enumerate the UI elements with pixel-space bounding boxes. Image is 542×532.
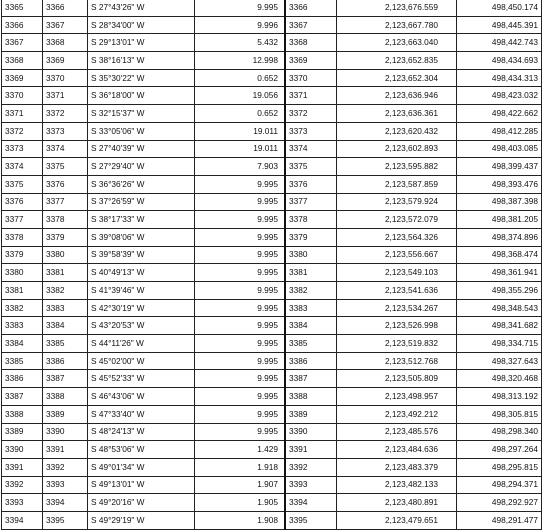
northing-cell: 2,123,572.079 [337,211,457,229]
distance-cell: 9.995 [195,282,286,300]
bearing-cell: S 39°08'06" W [88,228,195,246]
point-cell: 3387 [285,370,337,388]
table-row [2,193,542,211]
point-cell: 3392 [285,458,337,476]
northing-cell: 2,123,636.361 [337,105,457,123]
easting-cell: 498,334.715 [457,335,542,353]
distance-cell: 1.907 [195,476,286,494]
northing-cell: 2,123,526.998 [337,317,457,335]
point-cell: 3390 [285,423,337,441]
table-row [2,264,542,282]
easting-cell: 498,450.174 [457,0,542,16]
easting-cell: 498,368.474 [457,246,542,264]
from-station-cell: 3393 [2,494,43,512]
bearing-cell: S 40°49'13" W [88,264,195,282]
bearing-cell: S 35°30'22" W [88,69,195,87]
bearing-cell: S 42°30'19" W [88,299,195,317]
point-cell: 3377 [285,193,337,211]
point-cell: 3381 [285,264,337,282]
distance-cell: 19.056 [195,87,286,105]
from-station-cell: 3380 [2,264,43,282]
to-station-cell: 3391 [43,441,88,459]
easting-cell: 498,292.927 [457,494,542,512]
point-cell: 3382 [285,282,337,300]
point-cell: 3393 [285,476,337,494]
point-cell: 3384 [285,317,337,335]
table-row [2,370,542,388]
northing-cell: 2,123,579.924 [337,193,457,211]
northing-cell: 2,123,636.946 [337,87,457,105]
table-row [2,52,542,70]
to-station-cell: 3392 [43,458,88,476]
easting-cell: 498,374.896 [457,228,542,246]
distance-cell: 9.995 [195,388,286,406]
from-station-cell: 3391 [2,458,43,476]
from-station-cell: 3375 [2,175,43,193]
from-station-cell: 3389 [2,423,43,441]
from-station-cell: 3373 [2,140,43,158]
to-station-cell: 3373 [43,122,88,140]
to-station-cell: 3369 [43,52,88,70]
northing-cell: 2,123,512.768 [337,352,457,370]
table-row [2,158,542,176]
easting-cell: 498,445.391 [457,16,542,34]
from-station-cell: 3372 [2,122,43,140]
distance-cell: 5.432 [195,34,286,52]
to-station-cell: 3386 [43,352,88,370]
easting-cell: 498,341.682 [457,317,542,335]
distance-cell: 1.908 [195,511,286,529]
distance-cell: 9.995 [195,0,286,16]
table-row [2,352,542,370]
point-cell: 3370 [285,69,337,87]
easting-cell: 498,434.693 [457,52,542,70]
distance-cell: 9.995 [195,352,286,370]
table-row [2,282,542,300]
distance-cell: 9.995 [195,370,286,388]
northing-cell: 2,123,676.559 [337,0,457,16]
survey-coordinates-table [1,0,542,530]
bearing-cell: S 37°26'59" W [88,193,195,211]
point-cell: 3366 [285,0,337,16]
to-station-cell: 3378 [43,211,88,229]
point-cell: 3389 [285,405,337,423]
table-row [2,335,542,353]
table-row [2,246,542,264]
northing-cell: 2,123,620.432 [337,122,457,140]
from-station-cell: 3386 [2,370,43,388]
to-station-cell: 3368 [43,34,88,52]
point-cell: 3386 [285,352,337,370]
easting-cell: 498,423.032 [457,87,542,105]
northing-cell: 2,123,483.379 [337,458,457,476]
to-station-cell: 3383 [43,299,88,317]
point-cell: 3369 [285,52,337,70]
distance-cell: 9.995 [195,211,286,229]
easting-cell: 498,403.085 [457,140,542,158]
point-cell: 3375 [285,158,337,176]
bearing-cell: S 49°01'34" W [88,458,195,476]
bearing-cell: S 29°13'01" W [88,34,195,52]
northing-cell: 2,123,480.891 [337,494,457,512]
from-station-cell: 3370 [2,87,43,105]
to-station-cell: 3376 [43,175,88,193]
bearing-cell: S 43°20'53" W [88,317,195,335]
table-row [2,441,542,459]
easting-cell: 498,361.941 [457,264,542,282]
from-station-cell: 3379 [2,246,43,264]
to-station-cell: 3374 [43,140,88,158]
northing-cell: 2,123,498.957 [337,388,457,406]
to-station-cell: 3387 [43,370,88,388]
point-cell: 3376 [285,175,337,193]
easting-cell: 498,399.437 [457,158,542,176]
to-station-cell: 3388 [43,388,88,406]
to-station-cell: 3382 [43,282,88,300]
from-station-cell: 3369 [2,69,43,87]
northing-cell: 2,123,505.809 [337,370,457,388]
point-cell: 3391 [285,441,337,459]
table-row [2,388,542,406]
distance-cell: 9.995 [195,246,286,264]
easting-cell: 498,355.296 [457,282,542,300]
from-station-cell: 3384 [2,335,43,353]
bearing-cell: S 48°53'06" W [88,441,195,459]
from-station-cell: 3378 [2,228,43,246]
point-cell: 3372 [285,105,337,123]
distance-cell: 9.995 [195,193,286,211]
easting-cell: 498,442.743 [457,34,542,52]
table-row [2,16,542,34]
table-row [2,175,542,193]
to-station-cell: 3370 [43,69,88,87]
table-row [2,317,542,335]
point-cell: 3378 [285,211,337,229]
northing-cell: 2,123,652.835 [337,52,457,70]
distance-cell: 1.918 [195,458,286,476]
distance-cell: 19.011 [195,140,286,158]
point-cell: 3385 [285,335,337,353]
northing-cell: 2,123,549.103 [337,264,457,282]
point-cell: 3395 [285,511,337,529]
table-row [2,423,542,441]
to-station-cell: 3395 [43,511,88,529]
bearing-cell: S 33°05'06" W [88,122,195,140]
point-cell: 3383 [285,299,337,317]
from-station-cell: 3382 [2,299,43,317]
to-station-cell: 3390 [43,423,88,441]
bearing-cell: S 36°18'00" W [88,87,195,105]
from-station-cell: 3365 [2,0,43,16]
table-row [2,0,542,16]
to-station-cell: 3385 [43,335,88,353]
northing-cell: 2,123,519.832 [337,335,457,353]
northing-cell: 2,123,482.133 [337,476,457,494]
distance-cell: 9.995 [195,264,286,282]
bearing-cell: S 27°40'39" W [88,140,195,158]
distance-cell: 9.995 [195,317,286,335]
bearing-cell: S 46°43'06" W [88,388,195,406]
distance-cell: 9.995 [195,423,286,441]
easting-cell: 498,291.477 [457,511,542,529]
to-station-cell: 3375 [43,158,88,176]
easting-cell: 498,422.662 [457,105,542,123]
bearing-cell: S 32°15'37" W [88,105,195,123]
bearing-cell: S 27°43'26" W [88,0,195,16]
northing-cell: 2,123,652.304 [337,69,457,87]
point-cell: 3368 [285,34,337,52]
northing-cell: 2,123,479.651 [337,511,457,529]
point-cell: 3380 [285,246,337,264]
to-station-cell: 3379 [43,228,88,246]
from-station-cell: 3366 [2,16,43,34]
table-row [2,34,542,52]
from-station-cell: 3388 [2,405,43,423]
northing-cell: 2,123,534.267 [337,299,457,317]
easting-cell: 498,305.815 [457,405,542,423]
northing-cell: 2,123,663.040 [337,34,457,52]
easting-cell: 498,393.476 [457,175,542,193]
northing-cell: 2,123,667.780 [337,16,457,34]
from-station-cell: 3385 [2,352,43,370]
table-row [2,299,542,317]
bearing-cell: S 36°36'26" W [88,175,195,193]
northing-cell: 2,123,485.576 [337,423,457,441]
from-station-cell: 3392 [2,476,43,494]
distance-cell: 9.995 [195,299,286,317]
bearing-cell: S 45°02'00" W [88,352,195,370]
bearing-cell: S 49°13'01" W [88,476,195,494]
northing-cell: 2,123,602.893 [337,140,457,158]
table-row [2,476,542,494]
distance-cell: 9.995 [195,228,286,246]
from-station-cell: 3390 [2,441,43,459]
from-station-cell: 3383 [2,317,43,335]
from-station-cell: 3374 [2,158,43,176]
easting-cell: 498,434.313 [457,69,542,87]
to-station-cell: 3384 [43,317,88,335]
bearing-cell: S 45°52'33" W [88,370,195,388]
northing-cell: 2,123,541.636 [337,282,457,300]
table-row [2,140,542,158]
to-station-cell: 3377 [43,193,88,211]
point-cell: 3373 [285,122,337,140]
table-row [2,87,542,105]
distance-cell: 9.995 [195,335,286,353]
northing-cell: 2,123,587.859 [337,175,457,193]
table-body [2,0,542,529]
to-station-cell: 3394 [43,494,88,512]
northing-cell: 2,123,595.882 [337,158,457,176]
table-row [2,122,542,140]
table-row [2,211,542,229]
bearing-cell: S 28°34'00" W [88,16,195,34]
bearing-cell: S 38°17'33" W [88,211,195,229]
easting-cell: 498,294.371 [457,476,542,494]
from-station-cell: 3371 [2,105,43,123]
point-cell: 3394 [285,494,337,512]
distance-cell: 19.011 [195,122,286,140]
bearing-cell: S 49°29'19" W [88,511,195,529]
bearing-cell: S 39°58'39" W [88,246,195,264]
bearing-cell: S 44°11'26" W [88,335,195,353]
to-station-cell: 3380 [43,246,88,264]
point-cell: 3379 [285,228,337,246]
from-station-cell: 3394 [2,511,43,529]
point-cell: 3374 [285,140,337,158]
easting-cell: 498,298.340 [457,423,542,441]
easting-cell: 498,381.205 [457,211,542,229]
table-row [2,511,542,529]
distance-cell: 7.903 [195,158,286,176]
from-station-cell: 3368 [2,52,43,70]
bearing-cell: S 41°39'46" W [88,282,195,300]
table-row [2,405,542,423]
table-row [2,458,542,476]
easting-cell: 498,348.543 [457,299,542,317]
bearing-cell: S 49°20'16" W [88,494,195,512]
bearing-cell: S 27°29'40" W [88,158,195,176]
bearing-cell: S 38°16'13" W [88,52,195,70]
distance-cell: 9.995 [195,175,286,193]
distance-cell: 0.652 [195,105,286,123]
table-row [2,69,542,87]
easting-cell: 498,297.264 [457,441,542,459]
point-cell: 3388 [285,388,337,406]
to-station-cell: 3393 [43,476,88,494]
to-station-cell: 3381 [43,264,88,282]
distance-cell: 1.429 [195,441,286,459]
bearing-cell: S 47°33'40" W [88,405,195,423]
from-station-cell: 3381 [2,282,43,300]
easting-cell: 498,320.468 [457,370,542,388]
to-station-cell: 3371 [43,87,88,105]
from-station-cell: 3387 [2,388,43,406]
to-station-cell: 3389 [43,405,88,423]
from-station-cell: 3376 [2,193,43,211]
northing-cell: 2,123,556.667 [337,246,457,264]
table-row [2,105,542,123]
distance-cell: 9.995 [195,405,286,423]
easting-cell: 498,327.643 [457,352,542,370]
to-station-cell: 3372 [43,105,88,123]
point-cell: 3371 [285,87,337,105]
distance-cell: 12.998 [195,52,286,70]
to-station-cell: 3367 [43,16,88,34]
bearing-cell: S 48°24'13" W [88,423,195,441]
to-station-cell: 3366 [43,0,88,16]
easting-cell: 498,387.398 [457,193,542,211]
table-row [2,228,542,246]
from-station-cell: 3367 [2,34,43,52]
northing-cell: 2,123,492.212 [337,405,457,423]
point-cell: 3367 [285,16,337,34]
table-row [2,494,542,512]
northing-cell: 2,123,484.636 [337,441,457,459]
from-station-cell: 3377 [2,211,43,229]
distance-cell: 1.905 [195,494,286,512]
easting-cell: 498,295.815 [457,458,542,476]
easting-cell: 498,313.192 [457,388,542,406]
distance-cell: 0.652 [195,69,286,87]
northing-cell: 2,123,564.326 [337,228,457,246]
easting-cell: 498,412.285 [457,122,542,140]
distance-cell: 9.996 [195,16,286,34]
